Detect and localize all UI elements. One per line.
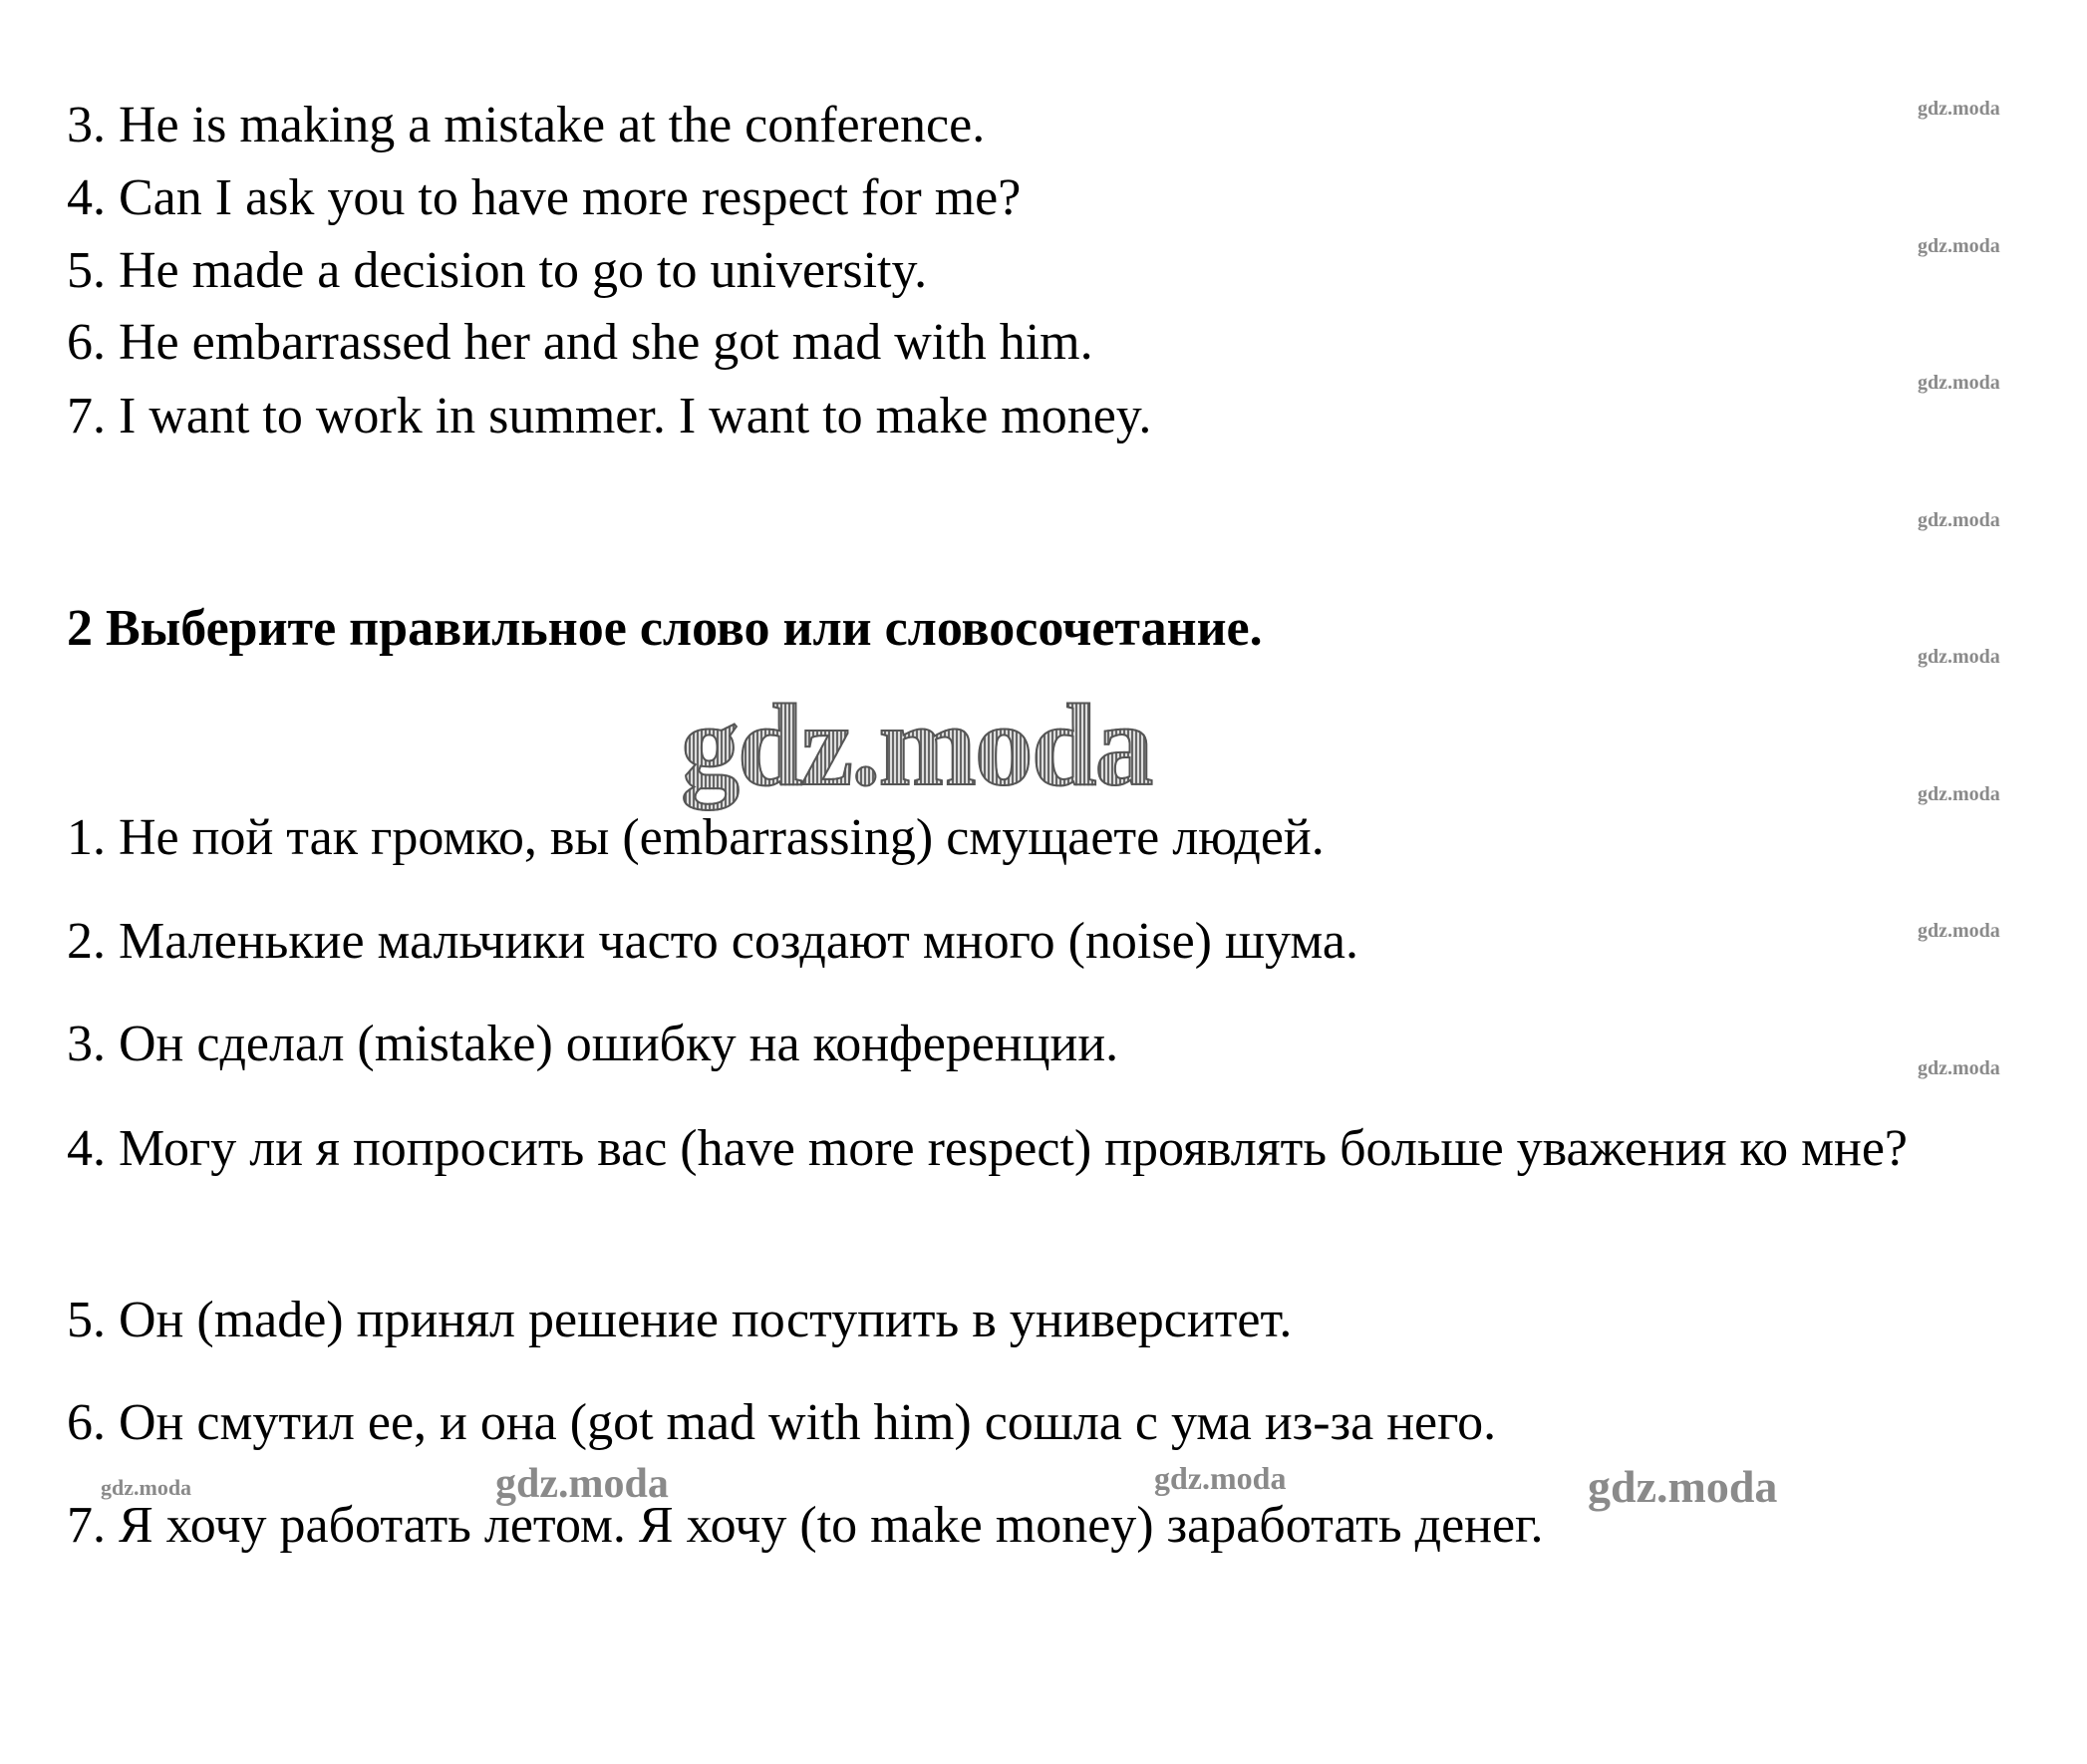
sentence-7: 7. I want to work in summer. I want to make money. xyxy=(67,388,1152,444)
task-item-5: 5. Он (made) принял решение поступить в университет. xyxy=(67,1292,1293,1348)
watermark-small: gdz.moda xyxy=(1918,98,2000,120)
watermark-medium: gdz.moda xyxy=(495,1461,669,1507)
sentence-4: 4. Can I ask you to have more respect for me? xyxy=(67,169,1022,226)
watermark-small: gdz.moda xyxy=(1918,509,2000,531)
sentence-5: 5. He made a decision to go to university. xyxy=(67,242,928,299)
task-item-7: 7. Я хочу работать летом. Я хочу (to make money) заработать денег. xyxy=(67,1497,1544,1554)
watermark-small: gdz.moda xyxy=(1918,646,2000,668)
watermark-small: gdz.moda xyxy=(1918,920,2000,942)
watermark-medium: gdz.moda xyxy=(1154,1460,1287,1496)
watermark-medium: gdz.moda xyxy=(1588,1461,1778,1512)
task-item-3: 3. Он сделал (mistake) ошибку на конференции. xyxy=(67,1016,1119,1072)
watermark-small: gdz.moda xyxy=(1918,1057,2000,1079)
watermark-small: gdz.moda xyxy=(1918,235,2000,257)
sentence-6: 6. He embarrassed her and she got mad with him. xyxy=(67,314,1093,371)
task-item-6: 6. Он смутил ее, и она (got mad with him) сошла с ума из-за него. xyxy=(67,1394,1497,1451)
sentence-3: 3. He is making a mistake at the conference. xyxy=(67,97,986,153)
task-item-1: 1. Не пой так громко, вы (embarrassing) смущаете людей. xyxy=(67,809,1325,866)
watermark-large: gdz.moda xyxy=(681,678,1151,813)
task-item-2: 2. Маленькие мальчики часто создают много (noise) шума. xyxy=(67,913,1358,970)
watermark-small: gdz.moda xyxy=(101,1475,192,1500)
watermark-small: gdz.moda xyxy=(1918,372,2000,394)
watermark-small: gdz.moda xyxy=(1918,783,2000,805)
task-item-4: 4. Могу ли я попросить вас (have more respect) проявлять больше уважения ко мне? xyxy=(67,1120,1909,1177)
task-2-heading: 2 Выберите правильное слово или словосочетание. xyxy=(67,600,1263,657)
